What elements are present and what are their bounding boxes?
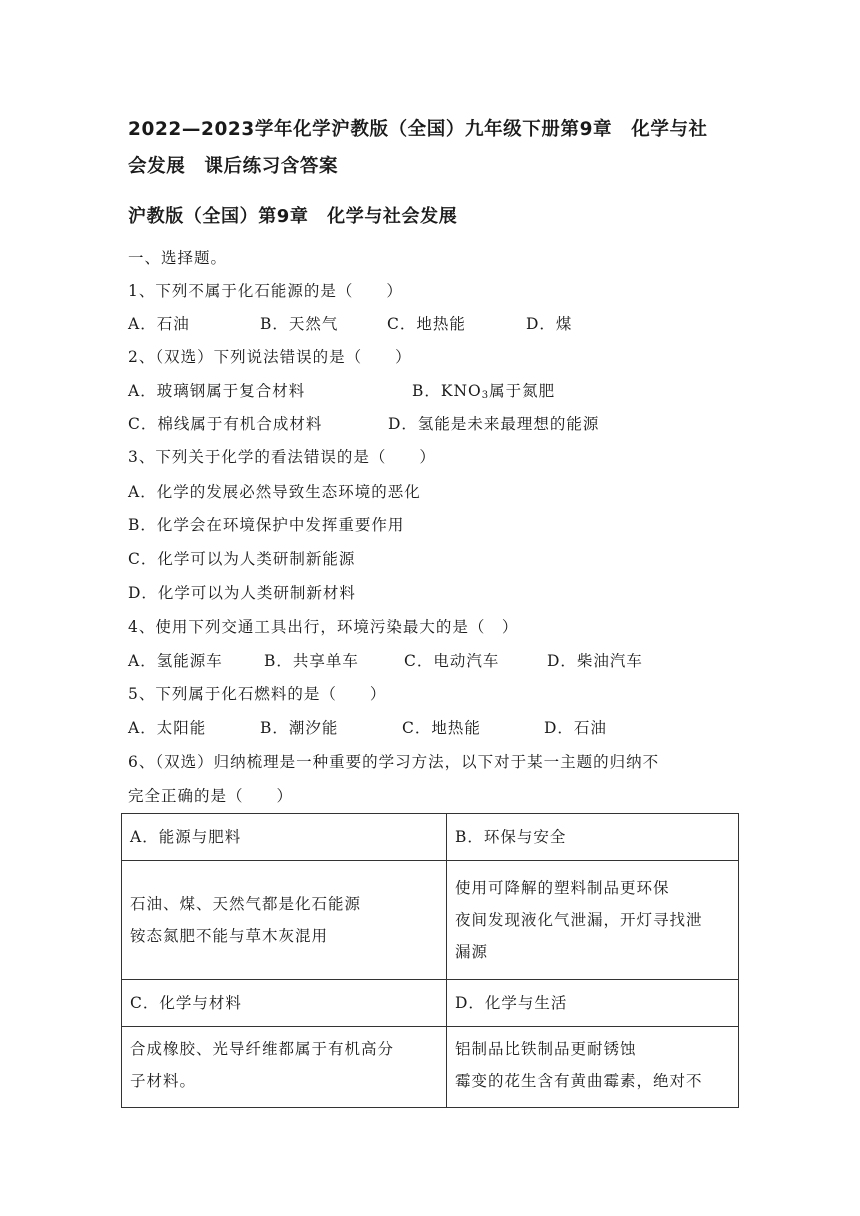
q5-option-c: C．地热能 — [402, 719, 481, 737]
table-b-line-3: 漏源 — [455, 943, 489, 961]
table-d-line-1: 铝制品比铁制品更耐锈蚀 — [455, 1040, 637, 1058]
document-title-line-2: 会发展 课后练习含答案 — [128, 156, 339, 177]
q3-option-d: D．化学可以为人类研制新材料 — [128, 584, 356, 602]
q3-option-b: B．化学会在环境保护中发挥重要作用 — [128, 516, 405, 534]
question-6-table — [121, 813, 739, 1108]
table-cell-a-content — [122, 861, 447, 980]
table-c-line-2: 子材料。 — [130, 1072, 197, 1090]
question-4-options — [128, 645, 748, 678]
question-1-stem: 1、下列不属于化石能源的是（ ） — [128, 282, 403, 300]
q2-option-d: D．氢能是未来最理想的能源 — [388, 415, 600, 433]
q3-option-a: A．化学的发展必然导致生态环境的恶化 — [128, 483, 421, 501]
table-a-line-2: 铵态氮肥不能与草木灰混用 — [130, 927, 329, 945]
document-subtitle: 沪教版（全国）第9章 化学与社会发展 — [128, 206, 458, 227]
table-b-line-2: 夜间发现液化气泄漏，开灯寻找泄 — [455, 911, 703, 929]
question-4-stem: 4、使用下列交通工具出行，环境污染最大的是（ ） — [128, 618, 519, 636]
question-2-stem: 2、（双选）下列说法错误的是（ ） — [128, 348, 412, 366]
table-cell-d-content — [447, 1027, 739, 1108]
table-c-line-1: 合成橡胶、光导纤维都属于有机高分 — [130, 1040, 395, 1058]
q4-option-c: C．电动汽车 — [404, 652, 500, 670]
q1-option-c: C．地热能 — [387, 315, 466, 333]
q1-option-b: B．天然气 — [260, 315, 339, 333]
table-cell-c-heading: C．化学与材料 — [122, 980, 447, 1027]
question-6-stem-line-2: 完全正确的是（ ） — [128, 787, 294, 805]
q5-option-b: B．潮汐能 — [260, 719, 339, 737]
q3-option-c: C．化学可以为人类研制新能源 — [128, 550, 356, 568]
q4-option-d: D．柴油汽车 — [547, 652, 643, 670]
table-cell-d-heading: D．化学与生活 — [447, 980, 739, 1027]
q2-option-b: B．$KNO_3$属于氮肥 — [412, 382, 556, 401]
question-6-stem-line-1: 6、（双选）归纳梳理是一种重要的学习方法，以下对于某一主题的归纳不 — [128, 753, 660, 771]
table-d-line-2: 霉变的花生含有黄曲霉素，绝对不 — [455, 1072, 703, 1090]
q4-option-b: B．共享单车 — [264, 652, 359, 670]
q2-option-c: C．棉线属于有机合成材料 — [128, 415, 323, 433]
question-1-options — [128, 308, 748, 341]
q5-option-a: A．太阳能 — [128, 719, 207, 737]
q4-option-a: A．氢能源车 — [128, 652, 223, 670]
question-2-options-row-2 — [128, 408, 748, 441]
q1-option-a: A．石油 — [128, 315, 190, 333]
question-2-options-row-1 — [128, 375, 748, 408]
document-title-line-1: 2022—2023学年化学沪教版（全国）九年级下册第9章 化学与社 — [128, 119, 708, 140]
question-5-stem: 5、下列属于化石燃料的是（ ） — [128, 685, 387, 703]
table-cell-c-content — [122, 1027, 447, 1108]
q2-option-a: A．玻璃钢属于复合材料 — [128, 382, 306, 400]
section-heading: 一、选择题。 — [128, 249, 228, 267]
table-cell-b-heading: B．环保与安全 — [447, 814, 739, 861]
table-b-line-1: 使用可降解的塑料制品更环保 — [455, 879, 670, 897]
q1-option-d: D．煤 — [526, 315, 573, 333]
question-3-stem: 3、下列关于化学的看法错误的是（ ） — [128, 448, 436, 466]
q5-option-d: D．石油 — [544, 719, 607, 737]
table-a-line-1: 石油、煤、天然气都是化石能源 — [130, 895, 362, 913]
table-cell-b-content — [447, 861, 739, 980]
table-cell-a-heading: A．能源与肥料 — [122, 814, 447, 861]
question-5-options — [128, 712, 748, 745]
